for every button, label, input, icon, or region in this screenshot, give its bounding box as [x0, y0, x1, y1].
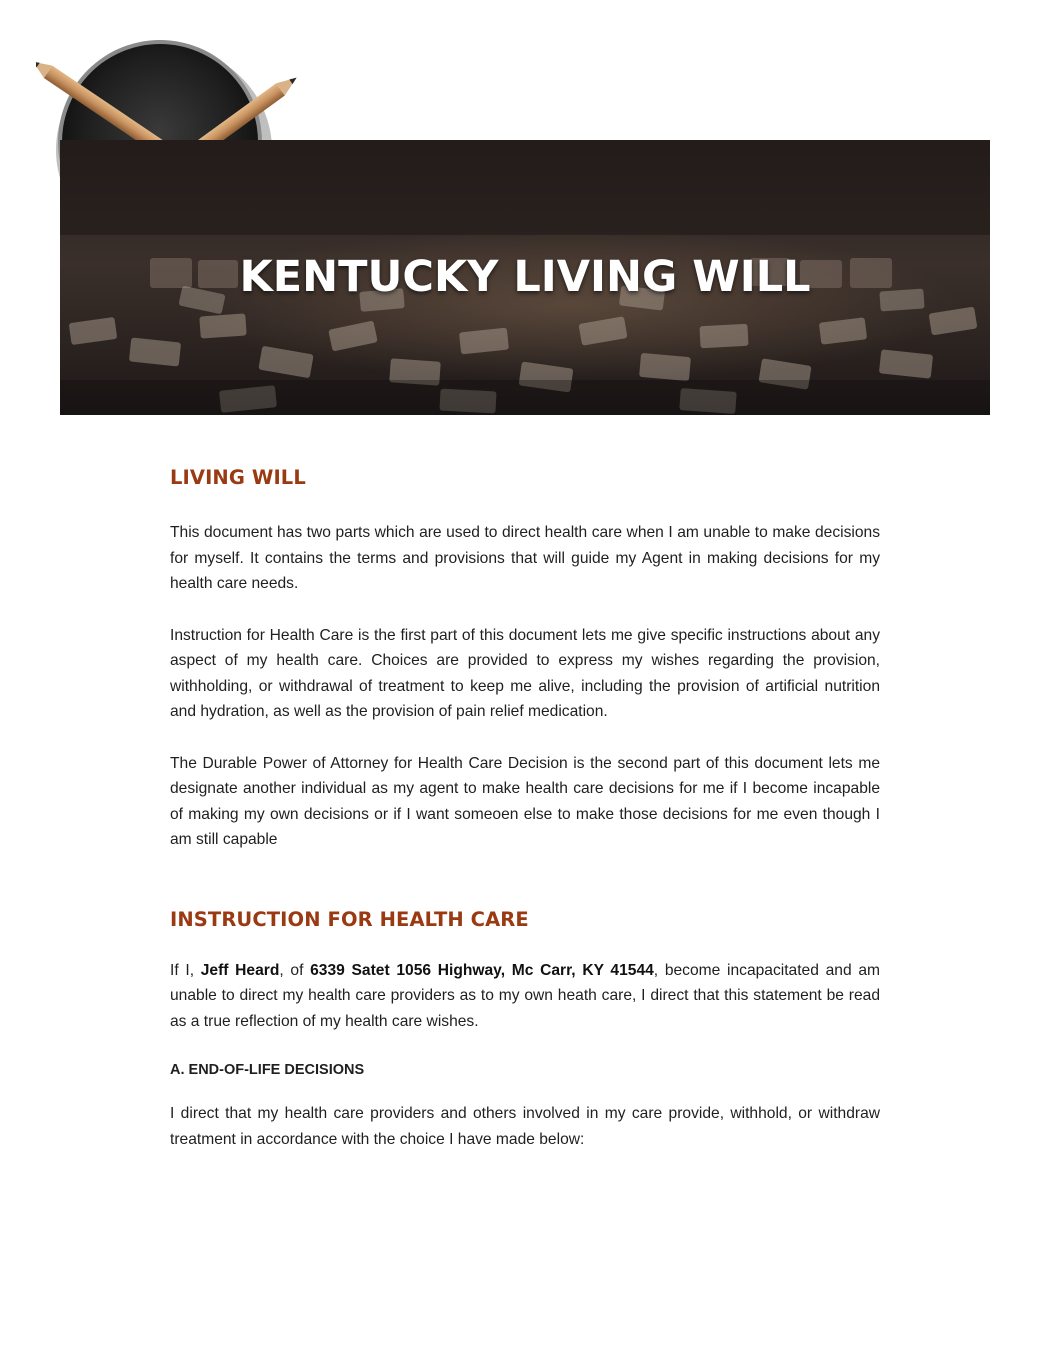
section-heading-living-will: LIVING WILL: [170, 466, 306, 489]
subheading-end-of-life: A. END-OF-LIFE DECISIONS: [170, 1062, 365, 1078]
principal-address: 6339 Satet 1056 Highway, Mc Carr, KY 41544: [310, 961, 654, 979]
intro-suffix-text: , become incapacitated and am unable to direct my health care providers as to my own heath care, I direct that this statement be read as a true reflection of my health care wishes.: [170, 961, 880, 1030]
instruction-intro-paragraph: [170, 958, 880, 1035]
living-will-paragraph: Instruction for Health Care is the first part of this document lets me give specific instructions about any aspect of my health care. Choices are provided to express my wishes regarding the provision, withholding, or withdrawal of treatment to keep me alive, including the provision of artificial nutrition and hydration, as well as the provision of pain relief medication.: [170, 626, 880, 720]
of-text: , of: [279, 961, 311, 979]
document-body: [170, 466, 880, 1152]
header-banner: [60, 140, 990, 415]
page-title: KENTUCKY LIVING WILL: [239, 252, 811, 302]
living-will-paragraph: This document has two parts which are used to direct health care when I am unable to make decisions for myself. It contains the terms and provisions that will guide my Agent in making decisions for my health care needs.: [170, 524, 880, 592]
section-heading-instruction: INSTRUCTION FOR HEALTH CARE: [170, 907, 529, 931]
living-will-paragraph: The Durable Power of Attorney for Health Care Decision is the second part of this document lets me designate another individual as my agent to make health care decisions for me if I become incapable of making my own decisions or if I want someoen else to make those decisions for me even though I am still capable: [170, 754, 880, 848]
intro-prefix-text: If I,: [170, 961, 201, 979]
principal-name: Jeff Heard: [200, 961, 280, 979]
direct-treatment-paragraph: I direct that my health care providers and others involved in my care provide, withhold, or withdraw treatment in accordance with the choice I have made below:: [170, 1105, 880, 1148]
